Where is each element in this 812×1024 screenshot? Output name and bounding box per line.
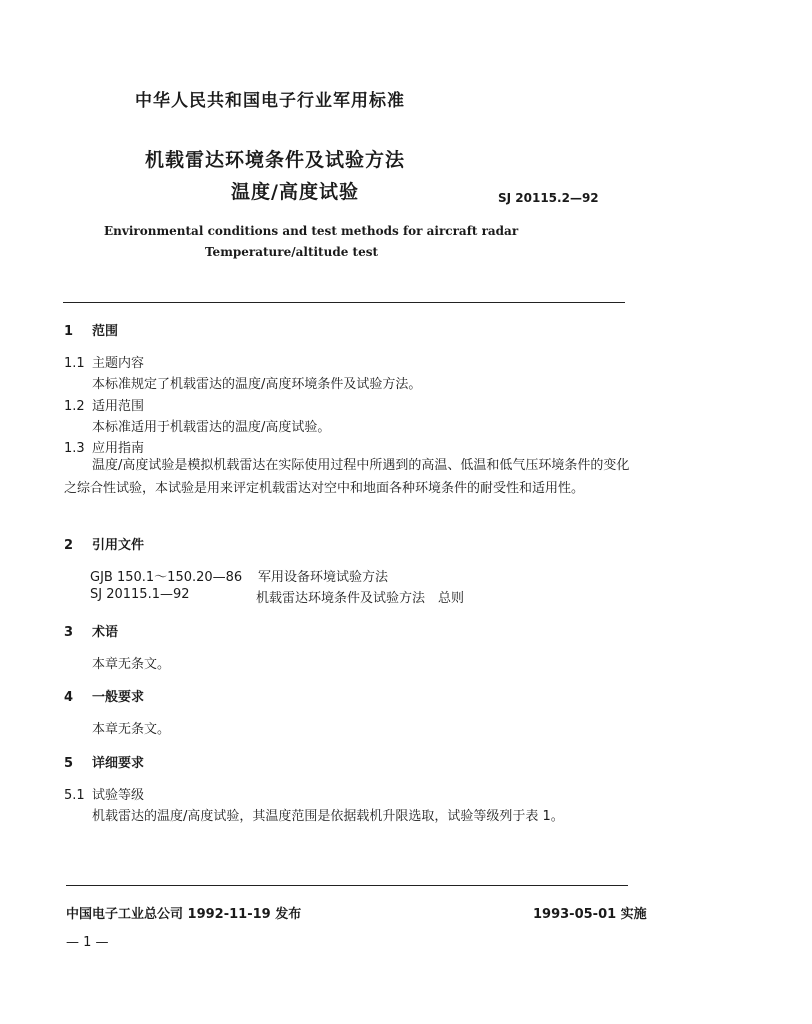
section-3-text: 本章无条文。	[92, 657, 171, 672]
footer-divider	[66, 885, 628, 886]
reference-title: 机载雷达环境条件及试验方法 总则	[256, 591, 465, 606]
section-2-heading	[64, 534, 144, 553]
section-title: 详细要求	[92, 756, 145, 771]
section-1-2-text: 本标准适用于机载雷达的温度/高度试验。	[92, 420, 331, 435]
section-number: 4	[64, 690, 74, 705]
section-1-heading	[64, 320, 118, 339]
section-1-3-text: 温度/高度试验是模拟机载雷达在实际使用过程中所遇到的高温、低温和低气压环境条件的变化之综合性试验，本试验是用来评定机载雷达对空中和地面各种环境条件的耐受性和适用性。	[64, 458, 630, 496]
section-3-heading	[64, 621, 118, 640]
reference-code: SJ 20115.1—92	[90, 587, 190, 602]
header-divider	[63, 302, 625, 303]
document-subtitle: 温度/高度试验	[231, 181, 359, 203]
section-number: 1.2	[64, 399, 85, 414]
section-number: 1.1	[64, 356, 85, 371]
section-number: 3	[64, 625, 74, 640]
standard-code: SJ 20115.2—92	[498, 191, 599, 205]
section-1-1-heading	[64, 352, 144, 371]
section-title: 试验等级	[92, 788, 145, 803]
section-title: 适用范围	[92, 399, 145, 414]
section-title: 术语	[92, 625, 119, 640]
section-number: 5	[64, 756, 74, 771]
section-title: 一般要求	[92, 690, 145, 705]
section-4-text: 本章无条文。	[92, 722, 171, 737]
section-number: 1.3	[64, 441, 85, 456]
section-1-2-heading	[64, 395, 144, 414]
section-1-1-text: 本标准规定了机载雷达的温度/高度环境条件及试验方法。	[92, 377, 422, 392]
reference-code: GJB 150.1～150.20—86	[90, 570, 243, 585]
section-number: 1	[64, 324, 74, 339]
document-title: 机载雷达环境条件及试验方法	[145, 149, 406, 171]
section-title: 主题内容	[92, 356, 145, 371]
english-title: Environmental conditions and test methods for aircraft radar	[104, 224, 519, 238]
reference-title: 军用设备环境试验方法	[258, 570, 389, 585]
standard-category: 中华人民共和国电子行业军用标准	[135, 91, 405, 111]
english-subtitle: Temperature/altitude test	[205, 245, 378, 259]
page-number: — 1 —	[66, 935, 109, 950]
section-title: 引用文件	[92, 538, 145, 553]
effective-date: 1993-05-01 实施	[533, 907, 647, 922]
section-5-heading	[64, 752, 144, 771]
section-number: 5.1	[64, 788, 85, 803]
section-title: 应用指南	[92, 441, 145, 456]
section-title: 范围	[92, 324, 119, 339]
section-5-1-text: 机载雷达的温度/高度试验，其温度范围是依据载机升限选取，试验等级列于表 1。	[92, 809, 564, 824]
section-5-1-heading	[64, 784, 144, 803]
section-number: 2	[64, 538, 74, 553]
section-4-heading	[64, 686, 144, 705]
issue-info: 中国电子工业总公司 1992-11-19 发布	[66, 907, 302, 922]
